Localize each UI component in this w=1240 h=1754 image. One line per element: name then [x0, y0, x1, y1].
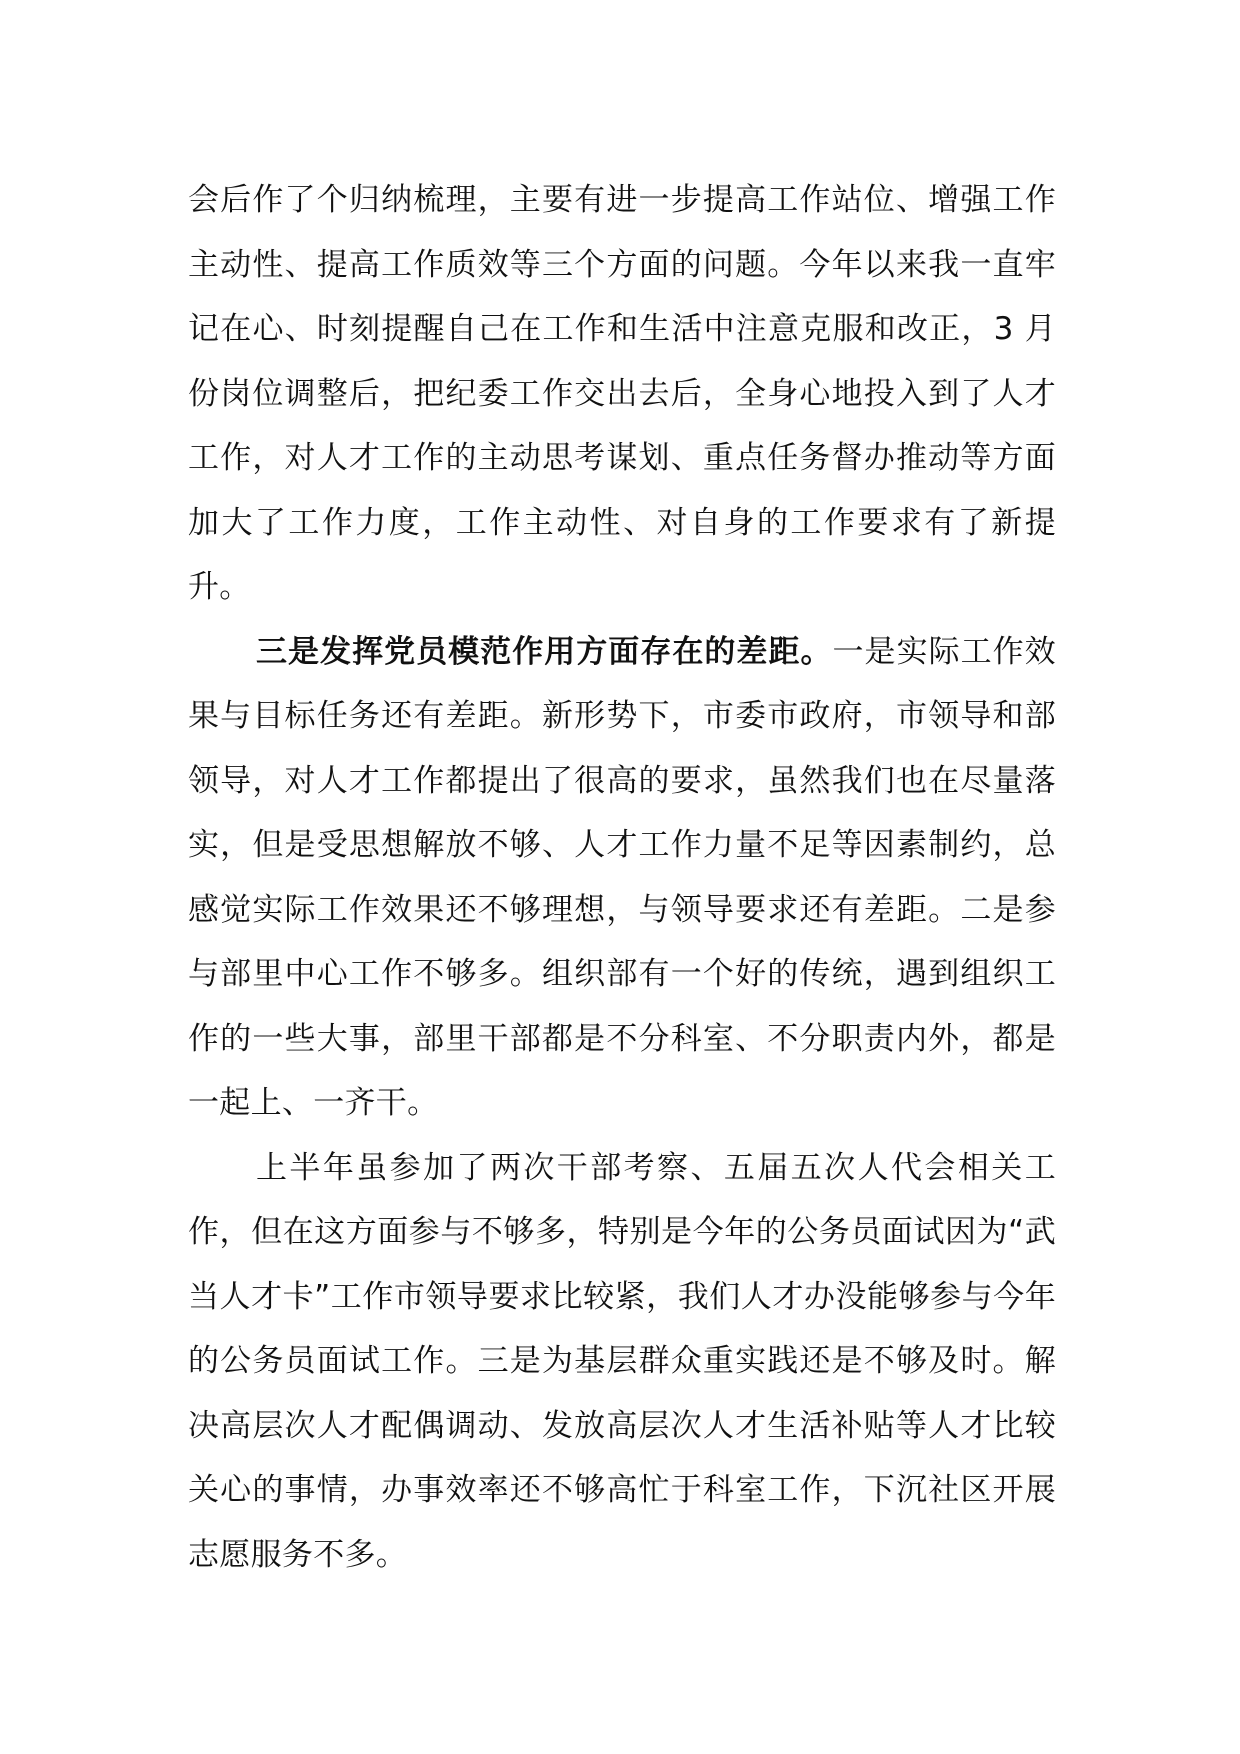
paragraph-3	[188, 1136, 1056, 1588]
paragraph-3-text: 上半年虽参加了两次干部考察、五届五次人代会相关工作，但在这方面参与不够多，特别是今年的公务员面试因为“武当人才卡”工作市领导要求比较紧，我们人才办没能够参与今年的公务员面试工作。三是为基层群众重实践还是不够及时。解决高层次人才配偶调动、发放高层次人才生活补贴等人才比较关心的事情，办事效率还不够高忙于科室工作，下沉社区开展志愿服务不多。	[188, 1149, 1056, 1573]
paragraph-2-text: 一是实际工作效果与目标任务还有差距。新形势下，市委市政府，市领导和部领导，对人才工作都提出了很高的要求，虽然我们也在尽量落实，但是受思想解放不够、人才工作力量不足等因素制约，总感觉实际工作效果还不够理想，与领导要求还有差距。二是参与部里中心工作不够多。组织部有一个好的传统，遇到组织工作的一些大事，部里干部都是不分科室、不分职责内外，都是一起上、一齐干。	[188, 633, 1056, 1121]
paragraph-2	[188, 620, 1056, 1136]
document-body	[188, 168, 1056, 1587]
paragraph-1	[188, 168, 1056, 620]
paragraph-2-heading: 三是发挥党员模范作用方面存在的差距。	[256, 633, 833, 670]
paragraph-1-text: 会后作了个归纳梳理，主要有进一步提高工作站位、增强工作主动性、提高工作质效等三个方面的问题。今年以来我一直牢记在心、时刻提醒自己在工作和生活中注意克服和改正，3 月份岗位调整后，把纪委工作交出去后，全身心地投入到了人才工作，对人才工作的主动思考谋划、重点任务督办推动等方面加大了工作力度，工作主动性、对自身的工作要求有了新提升。	[188, 182, 1056, 605]
